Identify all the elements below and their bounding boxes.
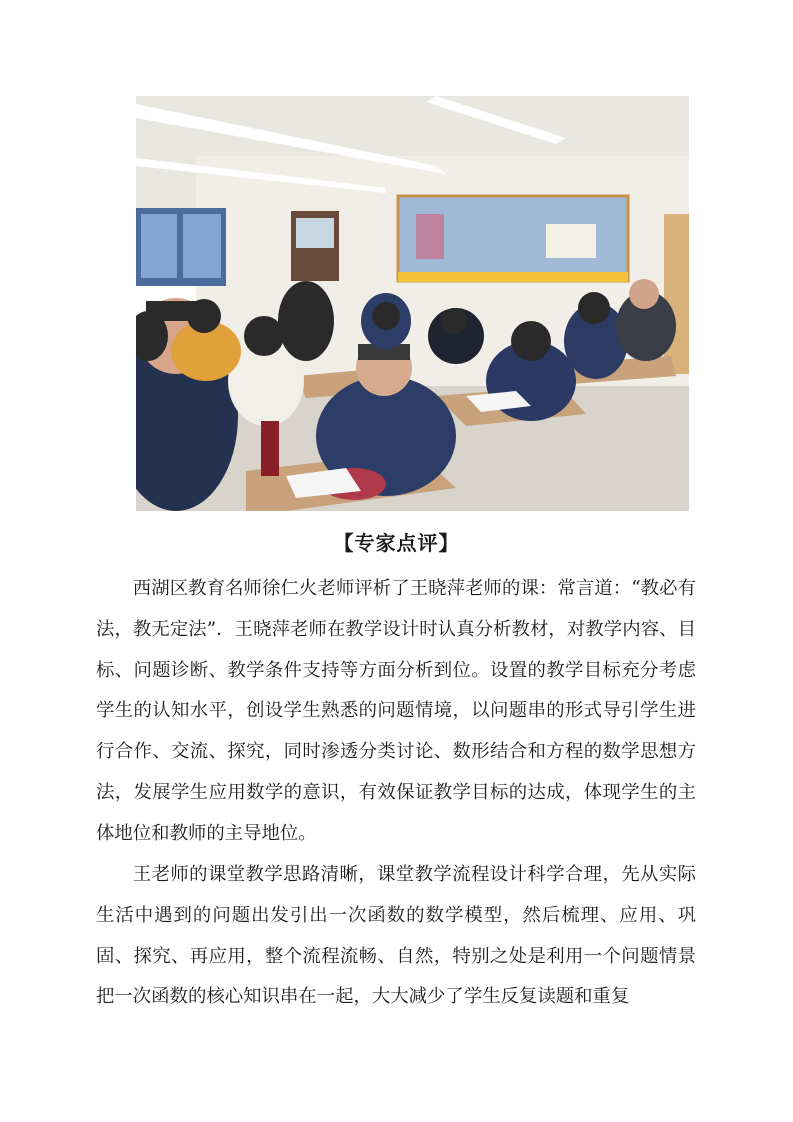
paragraph-2-text: 王老师的课堂教学思路清晰，课堂教学流程设计科学合理，先从实际生活中遇到的问题出发引出一次函数的数学模型，然后梳理、应用、巩固、探究、再应用，整个流程流畅、自然，特别之处是利用一个问题情景把一次函数的核心知识串在一起，大大减少了学生反复读题和重复: [96, 864, 696, 1008]
section-heading: 【专家点评】: [333, 531, 460, 555]
paragraph-1: [96, 569, 696, 855]
paragraph-2: [96, 855, 696, 1018]
classroom-photo: [136, 96, 689, 511]
paragraph-1-text: 西湖区教育名师徐仁火老师评析了王晓萍老师的课：常言道：“教必有法，教无定法”．王晓萍老师在教学设计时认真分析教材，对教学内容、目标、问题诊断、教学条件支持等方面分析到位。设置的教学目标充分考虑学生的认知水平，创设学生熟悉的问题情境，以问题串的形式导引学生进行合作、交流、探究，同时渗透分类讨论、数形结合和方程的数学思想方法，发展学生应用数学的意识，有效保证教学目标的达成，体现学生的主体地位和教师的主导地位。: [96, 578, 696, 844]
